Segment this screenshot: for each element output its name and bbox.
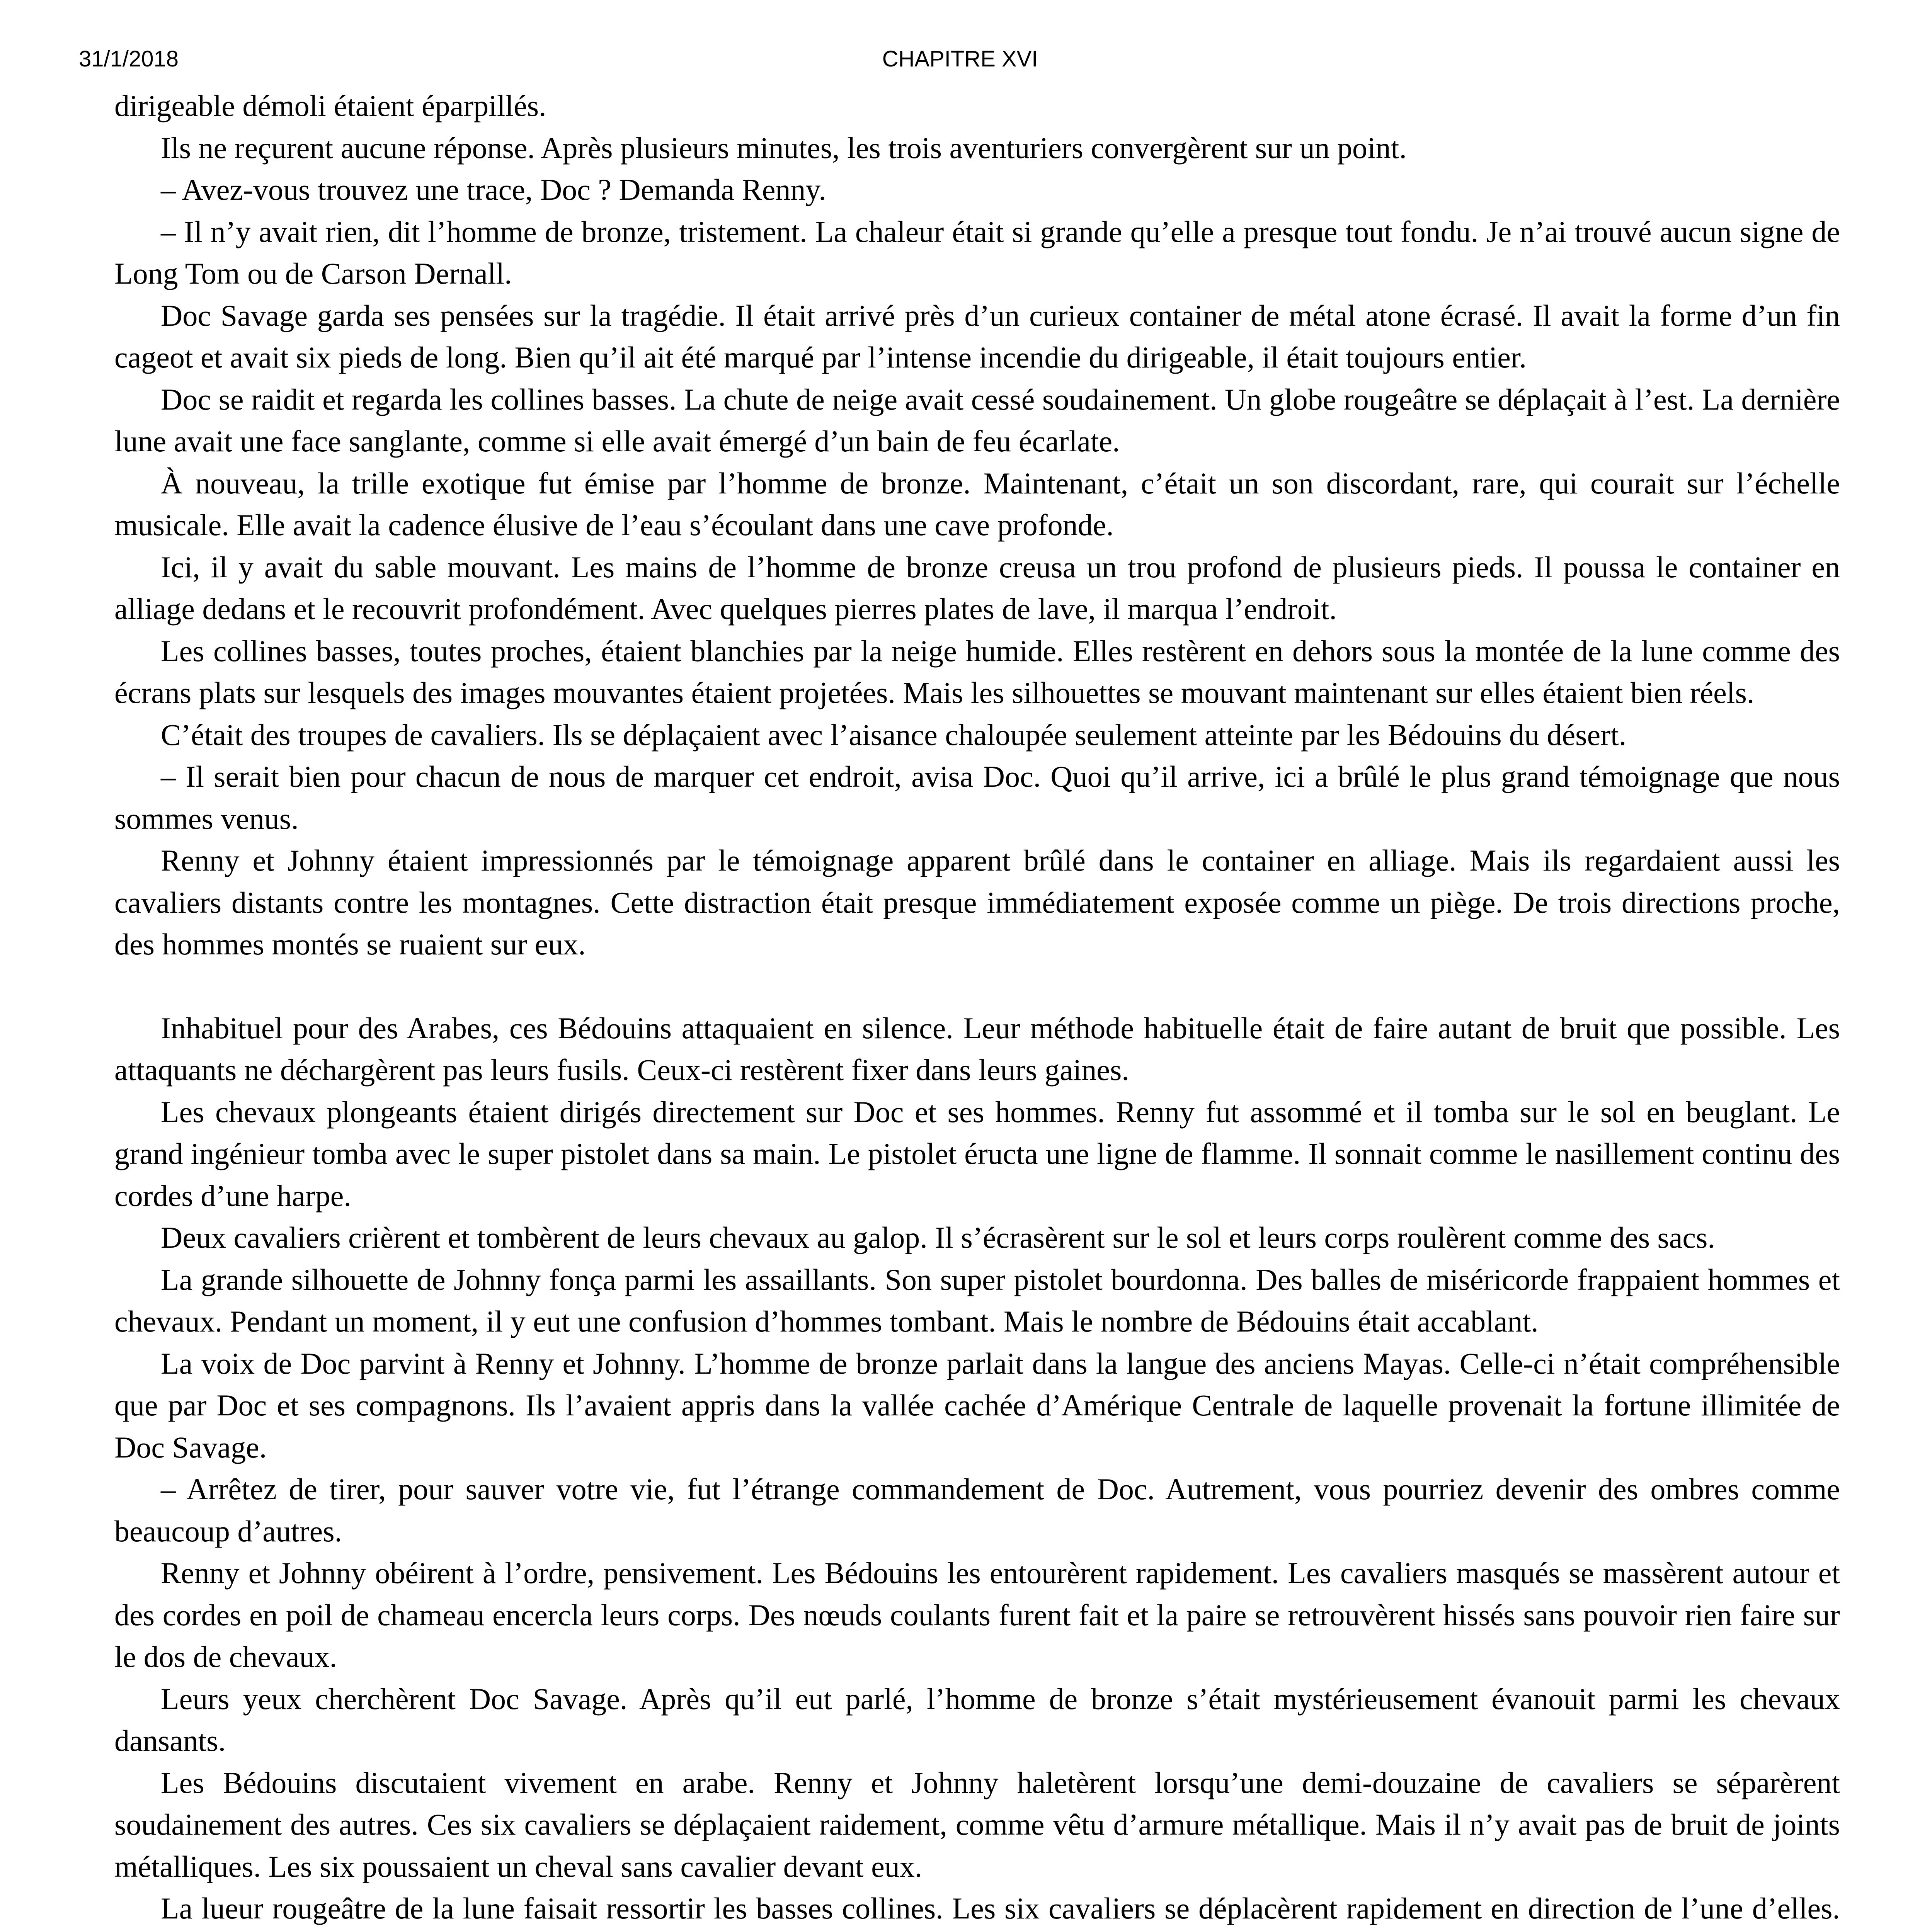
header-date: 31/1/2018 [79,46,179,71]
paragraph: Doc Savage garda ses pensées sur la tragédie. Il était arrivé près d’un curieux container de métal atone écrasé. Il avait la forme d’un fin cageot et avait six pieds de long. Bien qu’il ait été marqué par l’intense incendie du dirigeable, il était toujours entier. [114,298,1840,374]
chapter-text [114,85,1840,1932]
paragraph: La voix de Doc parvint à Renny et Johnny. L’homme de bronze parlait dans la langue des anciens Mayas. Celle-ci n’était compréhensible que par Doc et ses compagnons. Ils l’avaient appris dans la vallée cachée d’Amérique Centrale de laquelle provenait la fortune illimitée de Doc Savage. [114,1346,1840,1464]
paragraph: – Arrêtez de tirer, pour sauver votre vie, fut l’étrange commandement de Doc. Autrement, vous pourriez devenir des ombres comme beaucoup d’autres. [114,1472,1840,1548]
paragraph: À nouveau, la trille exotique fut émise par l’homme de bronze. Maintenant, c’était un son discordant, rare, qui courait sur l’échelle musicale. Elle avait la cadence élusive de l’eau s’écoulant dans une cave profonde. [114,466,1840,542]
paragraph: Ils ne reçurent aucune réponse. Après plusieurs minutes, les trois aventuriers convergèrent sur un point. [161,131,1407,165]
paragraph: Deux cavaliers crièrent et tombèrent de leurs chevaux au galop. Il s’écrasèrent sur le sol et leurs corps roulèrent comme des sacs. [161,1221,1715,1254]
header-title: CHAPITRE XVI [882,46,1038,71]
paragraph: C’était des troupes de cavaliers. Ils se déplaçaient avec l’aisance chaloupée seulement atteinte par les Bédouins du désert. [161,718,1627,752]
paragraph: Ici, il y avait du sable mouvant. Les mains de l’homme de bronze creusa un trou profond de plusieurs pieds. Il poussa le container en alliage dedans et le recouvrit profondément. Avec quelques pierres plates de lave, il marqua l’endroit. [114,550,1840,626]
paragraph: Les chevaux plongeants étaient dirigés directement sur Doc et ses hommes. Renny fut assommé et il tomba sur le sol en beuglant. Le grand ingénieur tomba avec le super pistolet dans sa main. Le pistolet éructa une ligne de flamme. Il sonnait comme le nasillement continu des cordes d’une harpe. [114,1095,1840,1213]
paragraph: La lueur rougeâtre de la lune faisait ressortir les basses collines. Les six cavaliers se déplacèrent rapidement en direction de l’une d’elles. [161,1891,1840,1925]
paragraph: – Avez-vous trouvez une trace, Doc ? Demanda Renny. [161,173,826,206]
paragraph: La grande silhouette de Johnny fonça parmi les assaillants. Son super pistolet bourdonna. Des balles de miséricorde frappaient hommes et chevaux. Pendant un moment, il y eut une confusion d’hommes tombant. Mais le nombre de Bédouins était accablant. [114,1262,1840,1338]
paragraph: Les collines basses, toutes proches, étaient blanchies par la neige humide. Elles restèrent en dehors sous la montée de la lune comme des écrans plats sur lesquels des images mouvantes étaient projetées. Mais les silhouettes se mouvant maintenant sur elles étaient bien réels. [114,634,1840,709]
paragraph: Leurs yeux cherchèrent Doc Savage. Après qu’il eut parlé, l’homme de bronze s’était mystérieusement évanouit parmi les chevaux dansants. [114,1682,1840,1757]
paragraph: – Il serait bien pour chacun de nous de marquer cet endroit, avisa Doc. Quoi qu’il arrive, ici a brûlé le plus grand témoignage que nous sommes venus. [114,760,1840,835]
paragraph: Renny et Johnny étaient impressionnés par le témoignage apparent brûlé dans le container en alliage. Mais ils regardaient aussi les cavaliers distants contre les montagnes. Cette distraction était presque immédiatement exposée comme un piège. De trois directions proche, des hommes montés se ruaient sur eux. [114,844,1840,961]
paragraph: dirigeable démoli étaient éparpillés. [114,89,546,122]
paragraph: – Il n’y avait rien, dit l’homme de bronze, tristement. La chaleur était si grande qu’elle a presque tout fondu. Je n’ai trouvé aucun signe de Long Tom ou de Carson Dernall. [114,214,1840,290]
paragraph: Inhabituel pour des Arabes, ces Bédouins attaquaient en silence. Leur méthode habituelle était de faire autant de bruit que possible. Les attaquants ne déchargèrent pas leurs fusils. Ceux-ci restèrent fixer dans leurs gaines. [114,1011,1840,1087]
paragraph: Doc se raidit et regarda les collines basses. La chute de neige avait cessé soudainement. Un globe rougeâtre se déplaçait à l’est. La dernière lune avait une face sanglante, comme si elle avait émergé d’un bain de feu écarlate. [114,382,1840,458]
paragraph: Renny et Johnny obéirent à l’ordre, pensivement. Les Bédouins les entourèrent rapidement. Les cavaliers masqués se massèrent autour et des cordes en poil de chameau encercla leurs corps. Des nœuds coulants furent fait et la paire se retrouvèrent hissés sans pouvoir rien faire sur le dos de chevaux. [114,1556,1840,1673]
paragraph: Les Bédouins discutaient vivement en arabe. Renny et Johnny haletèrent lorsqu’une demi-douzaine de cavaliers se séparèrent soudainement des autres. Ces six cavaliers se déplaçaient raidement, comme vêtu d’armure métallique. Mais il n’y avait pas de bruit de joints métalliques. Les six poussaient un cheval sans cavalier devant eux. [114,1765,1840,1883]
